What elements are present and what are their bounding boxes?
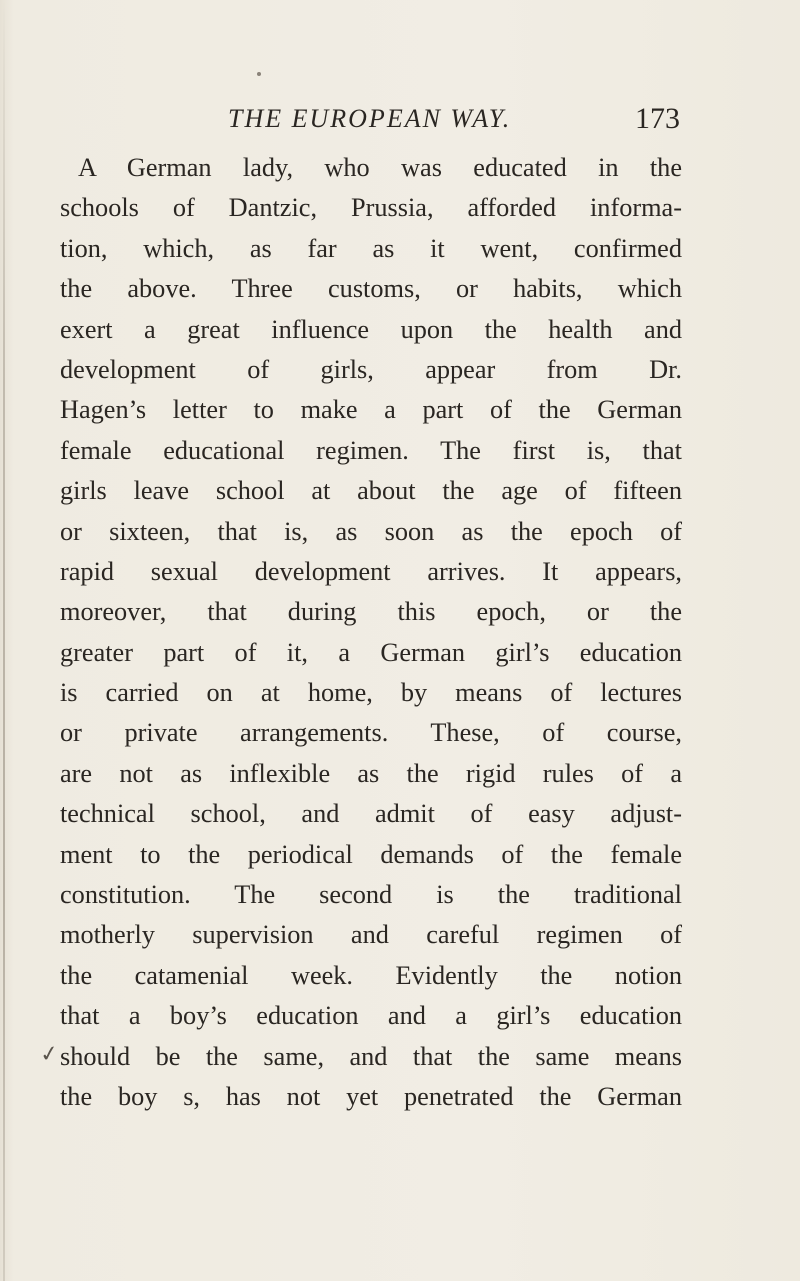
text-line: or sixteen, that is, as soon as the epoch of [60, 516, 682, 546]
page-number: 173 [635, 102, 680, 135]
text-line: the above. Three customs, or habits, which [60, 274, 682, 304]
text-line: should be the same, and that the same means [60, 1041, 682, 1071]
text-line: or private arrangements. These, of course, [60, 718, 682, 748]
text-line: girls leave school at about the age of fifteen [60, 476, 682, 506]
text-line: development of girls, appear from Dr. [60, 354, 682, 384]
text-line: constitution. The second is the traditional [60, 880, 682, 910]
text-line: rapid sexual development arrives. It appears, [60, 556, 682, 586]
paper-speck [257, 72, 261, 76]
text-line: ment to the periodical demands of the female [60, 839, 682, 869]
text-line: tion, which, as far as it went, confirmed [60, 233, 682, 263]
text-line: motherly supervision and careful regimen of [60, 920, 682, 950]
text-line: is carried on at home, by means of lectures [60, 678, 682, 708]
text-line: the boy s, has not yet penetrated the German [60, 1081, 682, 1111]
text-line: A German lady, who was educated in the [78, 153, 682, 182]
text-line: technical school, and admit of easy adjust- [60, 799, 682, 829]
running-head [60, 104, 680, 144]
text-line: female educational regimen. The first is, that [60, 435, 682, 465]
text-line: the catamenial week. Evidently the notion [60, 960, 682, 990]
text-line: moreover, that during this epoch, or the [60, 597, 682, 627]
handwritten-check-mark: ✓ [38, 1039, 61, 1068]
text-line: are not as inflexible as the rigid rules of a [60, 758, 682, 788]
text-line: exert a great influence upon the health and [60, 314, 682, 344]
body-paragraph [60, 148, 682, 1117]
text-line: that a boy’s education and a girl’s education [60, 1001, 682, 1031]
text-line: schools of Dantzic, Prussia, afforded informa- [60, 193, 682, 223]
text-line: Hagen’s letter to make a part of the German [60, 395, 682, 425]
text-line: greater part of it, a German girl’s education [60, 637, 682, 667]
page-gutter-edge [3, 0, 5, 1281]
running-title: THE EUROPEAN WAY. [228, 104, 512, 133]
